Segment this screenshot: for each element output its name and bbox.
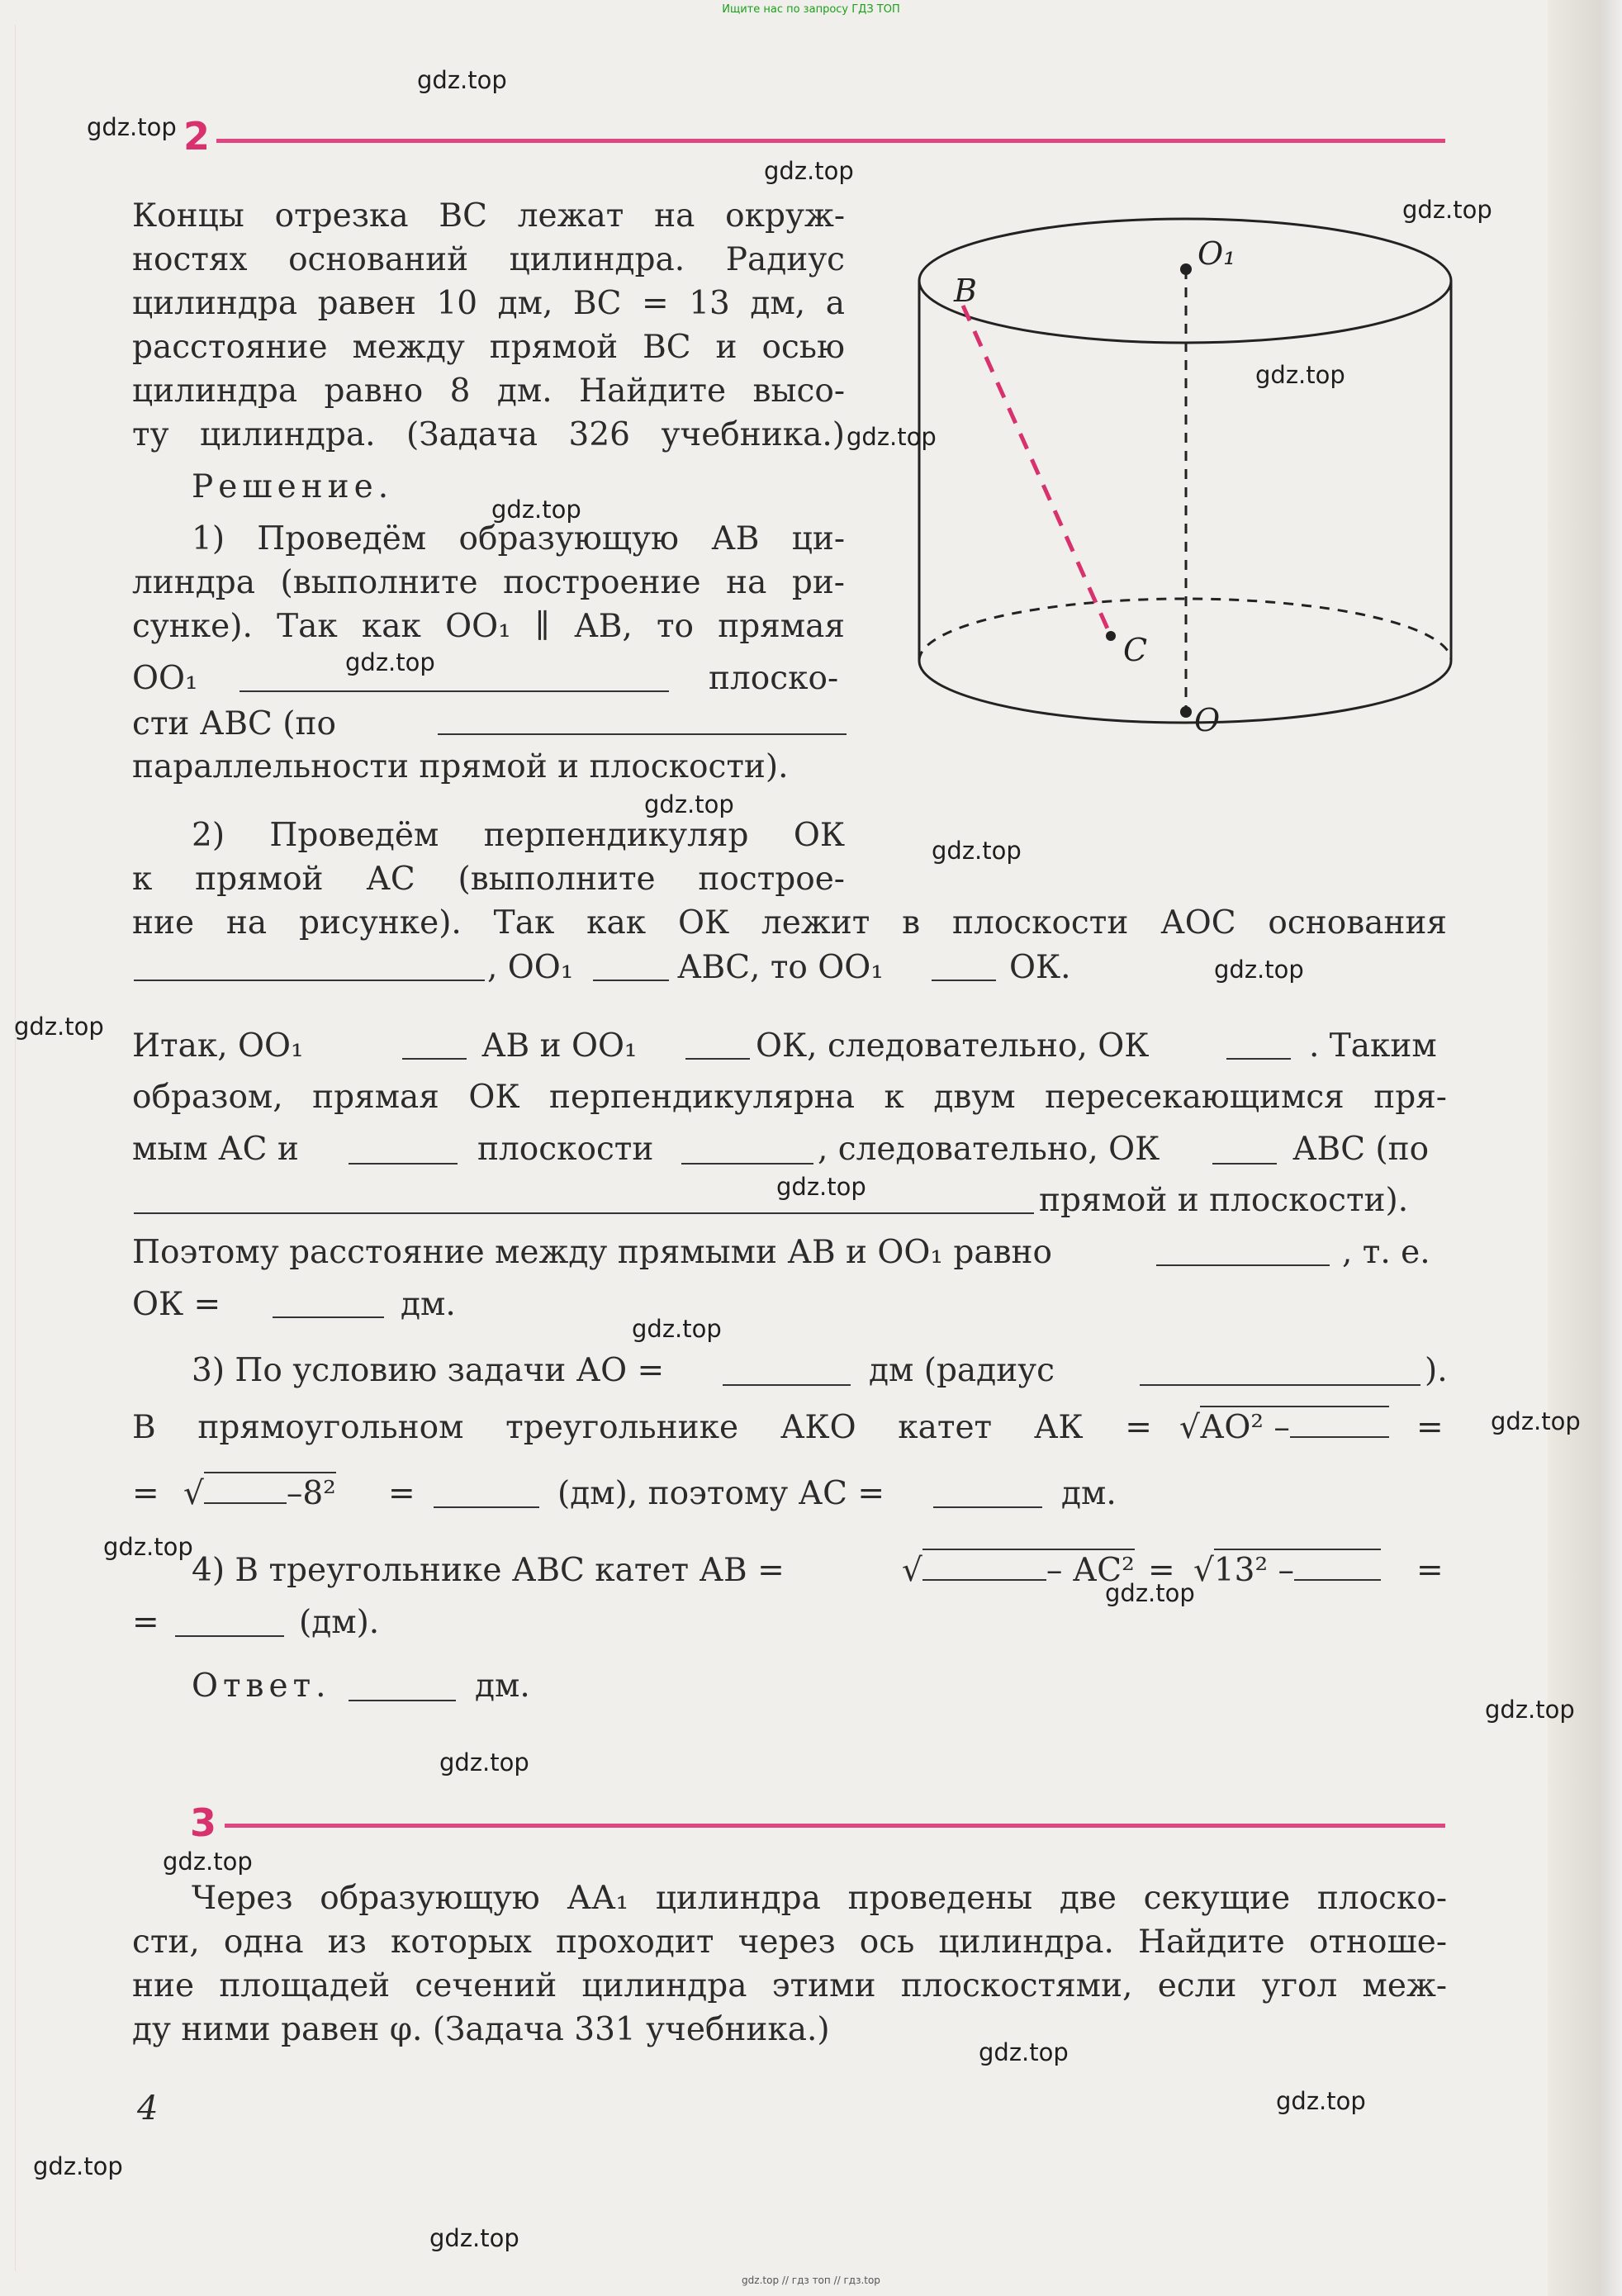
answer-blank[interactable] bbox=[175, 1606, 284, 1637]
answer-blank[interactable] bbox=[434, 1477, 539, 1508]
step-2-text: ОК. bbox=[1009, 949, 1071, 986]
watermark: gdz.top bbox=[1105, 1579, 1195, 1607]
step-1 bbox=[132, 517, 845, 648]
step-4-radical: √ – АС² bbox=[902, 1549, 1135, 1592]
watermark: gdz.top bbox=[103, 1533, 193, 1561]
radicand-text: АО² – bbox=[1199, 1409, 1290, 1446]
thus-text: плоскости bbox=[477, 1131, 654, 1168]
watermark: gdz.top bbox=[163, 1848, 253, 1876]
point-o bbox=[1180, 706, 1192, 718]
answer-blank[interactable] bbox=[273, 1287, 384, 1318]
answer-blank[interactable] bbox=[240, 661, 669, 692]
step-3-text: = bbox=[1416, 1409, 1444, 1446]
statement-line: расстояние между прямой ВС и осью bbox=[132, 329, 845, 366]
point-o1 bbox=[1180, 263, 1192, 275]
watermark: gdz.top bbox=[1485, 1696, 1575, 1724]
step-2 bbox=[132, 814, 845, 901]
watermark: gdz.top bbox=[632, 1315, 722, 1343]
page-number: 4 bbox=[137, 2090, 159, 2128]
solution-title: Решение. bbox=[192, 468, 394, 505]
watermark: gdz.top bbox=[1402, 196, 1492, 224]
step-4-text: = bbox=[1416, 1552, 1444, 1589]
step-4-text: (дм). bbox=[299, 1604, 380, 1641]
answer-blank[interactable] bbox=[349, 1670, 456, 1701]
statement-line: ту цилиндра. (Задача 326 учебника.) bbox=[132, 416, 845, 453]
watermark: gdz.top bbox=[417, 66, 507, 94]
thus-text: Поэтому расстояние между прямыми АВ и OO₁ равно bbox=[132, 1234, 1053, 1271]
answer-blank[interactable] bbox=[1226, 1028, 1291, 1060]
statement-line: цилиндра равен 10 дм, ВС = 13 дм, а bbox=[132, 285, 845, 322]
thus-text: Итак, OO₁ bbox=[132, 1027, 304, 1065]
answer-blank[interactable] bbox=[1290, 1407, 1389, 1438]
answer-blank[interactable] bbox=[933, 1477, 1042, 1508]
statement-line: сти, одна из которых проходит через ось цилиндра. Найдите отноше- bbox=[132, 1924, 1447, 1961]
watermark: gdz.top bbox=[932, 837, 1022, 865]
cylinder-figure bbox=[908, 198, 1462, 760]
step-3-line-2 bbox=[132, 1406, 1152, 1449]
answer-blank[interactable] bbox=[134, 1183, 1034, 1214]
thus-text: АВС (по bbox=[1292, 1131, 1430, 1168]
radicand-text: –8² bbox=[286, 1475, 336, 1512]
answer-blank[interactable] bbox=[349, 1133, 458, 1165]
watermark: gdz.top bbox=[1491, 1407, 1581, 1435]
label-o1: O₁ bbox=[1198, 235, 1236, 272]
step-3-radical: √ –8² bbox=[183, 1472, 336, 1516]
radicand-text: 13² – bbox=[1213, 1552, 1295, 1589]
step-4-radical: √13² – bbox=[1193, 1549, 1381, 1592]
top-banner[interactable]: Ищите нас по запросу ГДЗ ТОП bbox=[722, 3, 900, 16]
answer-blank[interactable] bbox=[1212, 1133, 1277, 1165]
task-3-number: 3 bbox=[190, 1800, 217, 1845]
thus-text: , следовательно, ОК bbox=[818, 1131, 1160, 1168]
watermark: gdz.top bbox=[764, 157, 854, 185]
step-3-radical: √АО² – bbox=[1179, 1406, 1389, 1449]
step-2-text: АВС, то OO₁ bbox=[677, 949, 884, 986]
step-3-text: дм (радиус bbox=[869, 1352, 1055, 1389]
watermark: gdz.top bbox=[979, 2038, 1069, 2066]
thus-text: мым АС и bbox=[132, 1131, 299, 1168]
step-line: В прямоугольном треугольнике АКО катет АК = bbox=[132, 1409, 1152, 1446]
watermark: gdz.top bbox=[33, 2152, 123, 2180]
label-o: O bbox=[1194, 702, 1221, 738]
thus-text: ОК, следовательно, ОК bbox=[756, 1027, 1150, 1065]
watermark: gdz.top bbox=[87, 113, 177, 141]
thus-text: прямой и плоскости). bbox=[1039, 1182, 1409, 1219]
watermark: gdz.top bbox=[776, 1173, 866, 1201]
statement-line: Концы отрезка ВС лежат на окруж- bbox=[132, 197, 845, 235]
task-3-last-line: ду ними равен φ. (Задача 331 учебника.) bbox=[132, 2011, 830, 2048]
step-3-text: (дм), поэтому АС = bbox=[557, 1475, 885, 1512]
answer-blank[interactable] bbox=[204, 1473, 287, 1504]
answer-blank[interactable] bbox=[681, 1133, 813, 1165]
step-line: образом, прямая ОК перпендикулярна к двум пересекающимся пря- bbox=[132, 1079, 1447, 1116]
statement-line: ностях оснований цилиндра. Радиус bbox=[132, 241, 845, 278]
step-line: ние на рисунке). Так как ОК лежит в плоскости АОС основания bbox=[132, 904, 1447, 942]
watermark: gdz.top bbox=[644, 790, 734, 818]
step-line: линдра (выполните построение на ри- bbox=[132, 564, 845, 601]
task-2-statement bbox=[132, 194, 845, 457]
task-3-statement bbox=[132, 1876, 1447, 2008]
segment-bc bbox=[963, 306, 1111, 636]
step-3-text: дм. bbox=[1061, 1475, 1117, 1512]
label-c: C bbox=[1123, 632, 1148, 668]
answer-blank[interactable] bbox=[402, 1028, 467, 1060]
answer-blank[interactable] bbox=[593, 950, 669, 981]
page-edge bbox=[1548, 0, 1622, 2296]
label-b: B bbox=[954, 273, 977, 309]
step-1-line-6: параллельности прямой и плоскости). bbox=[132, 748, 789, 785]
watermark: gdz.top bbox=[491, 496, 581, 524]
step-1-line-4-start: OO₁ bbox=[132, 660, 198, 697]
watermark: gdz.top bbox=[14, 1013, 104, 1041]
step-line: 2) Проведём перпендикуляр ОК bbox=[192, 817, 845, 854]
step-line: к прямой АС (выполните построе- bbox=[132, 861, 845, 898]
answer-blank[interactable] bbox=[922, 1549, 1046, 1581]
answer-blank[interactable] bbox=[723, 1354, 851, 1386]
watermark: gdz.top bbox=[847, 423, 937, 451]
step-3-text: = bbox=[388, 1475, 415, 1512]
answer-blank[interactable] bbox=[1294, 1549, 1381, 1581]
answer-blank[interactable] bbox=[134, 950, 485, 981]
statement-line: Через образующую АА₁ цилиндра проведены две секущие плоско- bbox=[192, 1880, 1447, 1917]
answer-label: Ответ. bbox=[192, 1667, 331, 1705]
watermark: gdz.top bbox=[439, 1748, 529, 1777]
watermark: gdz.top bbox=[1276, 2087, 1366, 2115]
step-2-line-3 bbox=[132, 901, 1447, 945]
thus-text: ОК = bbox=[132, 1286, 221, 1323]
answer-unit: дм. bbox=[475, 1667, 530, 1705]
step-3-text: 3) По условию задачи АО = bbox=[192, 1352, 665, 1389]
step-4-text: = bbox=[1148, 1552, 1175, 1589]
task-2-number: 2 bbox=[183, 114, 211, 159]
answer-blank[interactable] bbox=[438, 704, 847, 735]
task-2-rule bbox=[216, 139, 1445, 143]
statement-line: ние площадей сечений цилиндра этими плоскостями, если угол меж- bbox=[132, 1967, 1447, 2004]
answer-blank[interactable] bbox=[1140, 1354, 1420, 1386]
point-c bbox=[1106, 631, 1116, 641]
step-4-text: = bbox=[132, 1604, 159, 1641]
step-3-text: = bbox=[132, 1475, 159, 1512]
watermark: gdz.top bbox=[1255, 361, 1345, 389]
step-1-line-4-end: плоско- bbox=[709, 660, 839, 697]
step-4-text: 4) В треугольнике АВС катет АВ = bbox=[192, 1552, 785, 1589]
step-2-text: , OO₁ bbox=[487, 949, 574, 986]
bottom-banner[interactable]: gdz.top // гдз топ // гдз.top bbox=[742, 2275, 880, 2286]
watermark: gdz.top bbox=[429, 2224, 519, 2252]
statement-line: цилиндра равно 8 дм. Найдите высо- bbox=[132, 372, 845, 410]
thus-text: дм. bbox=[401, 1286, 456, 1323]
thus-line-2 bbox=[132, 1075, 1447, 1119]
radicand-text: – АС² bbox=[1046, 1552, 1135, 1589]
step-line: 1) Проведём образующую АВ ци- bbox=[192, 520, 845, 557]
step-1-line-5: сти АВС (по bbox=[132, 705, 336, 742]
watermark: gdz.top bbox=[1214, 956, 1304, 984]
step-3-text: ). bbox=[1425, 1352, 1448, 1389]
step-line: сунке). Так как OO₁ ∥ АВ, то прямая bbox=[132, 608, 845, 645]
answer-blank[interactable] bbox=[1156, 1235, 1330, 1266]
thus-text: , т. е. bbox=[1342, 1234, 1430, 1271]
task-3-rule bbox=[225, 1824, 1445, 1828]
thus-text: АВ и OO₁ bbox=[481, 1027, 638, 1065]
answer-blank[interactable] bbox=[685, 1028, 750, 1060]
watermark: gdz.top bbox=[345, 648, 435, 676]
thus-text: . Таким bbox=[1309, 1027, 1437, 1065]
answer-blank[interactable] bbox=[932, 950, 996, 981]
